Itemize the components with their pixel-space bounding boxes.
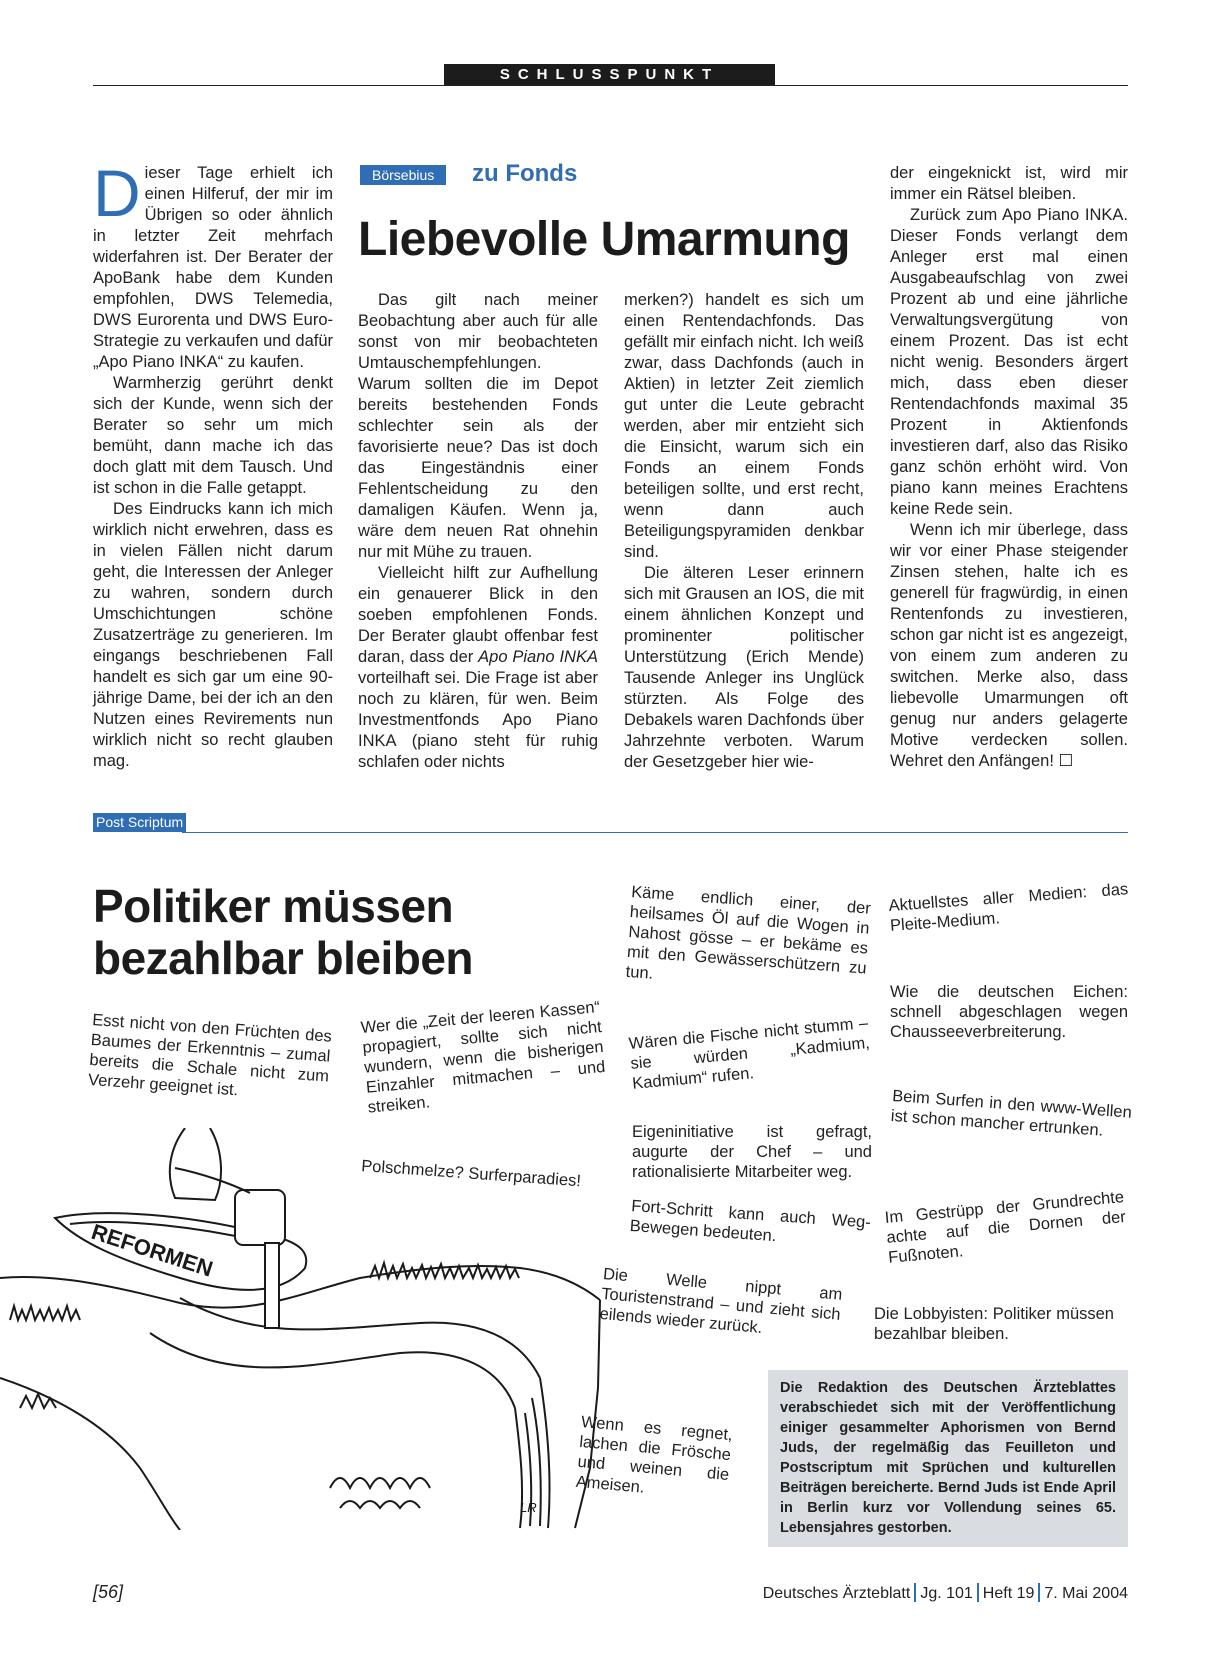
artist-signature: LR xyxy=(520,1500,537,1515)
boat-label: REFORMEN xyxy=(88,1218,216,1282)
article-paragraph: ieser Tage erhielt ich einen Hilferuf, der mir im Übrigen so oder ähnlich in letzter Zeit mehrfach widerfahren ist. Der Berater der ApoBank habe dem Kunden empfohlen, DWS Telemedia, DWS Eurorenta und DWS Euro-Strategie zu verkaufen und dafür „Apo Piano INKA“ zu kaufen. xyxy=(93,164,333,371)
article-kicker: zu Fonds xyxy=(472,160,578,187)
article-column-1 xyxy=(93,156,333,772)
journal-name: Deutsches Ärzteblatt xyxy=(762,1585,911,1602)
footer-separator xyxy=(914,1583,916,1602)
footer-separator xyxy=(1038,1583,1040,1602)
aphorism: Eigeninitiative ist gefragt, augurte der Chef – und rationalisierte Mitarbeiter weg. xyxy=(632,1123,872,1181)
aphorism: Wie die deutschen Eichen: schnell abgeschlagen wegen Chausseeverbreiterung. xyxy=(890,983,1128,1041)
aphorism: Beim Surfen in den www-Wellen ist schon mancher ertrunken. xyxy=(890,1086,1133,1140)
aphorism: Esst nicht von den Früchten des Baumes der Erkenntnis – zumal bereits die Schale nicht zum Verzehr geeignet ist. xyxy=(87,1010,333,1100)
article-paragraph: Das gilt nach meiner Beobachtung aber auch für alle sonst von mir beobachteten Umtauschempfehlungen. Warum sollten die im Depot bereits bestehenden Fonds schlechter sein als der favorisierte neue? Das ist doch das Eingeständnis einer Fehlentscheidung zu den damaligen Käufen. Wenn ja, wäre dem neuen Rat ohnehin nur mit Mühe zu trauen. xyxy=(358,291,598,561)
aphorism: Fort-Schritt kann auch Weg-Bewegen bedeuten. xyxy=(629,1196,872,1246)
journal-issue: Heft 19 xyxy=(982,1585,1035,1602)
section-header: SCHLUSSPUNKT xyxy=(444,64,775,85)
article-paragraph: Wenn ich mir überlege, dass wir vor einer Phase steigender Zinsen stehen, halte ich es generell für fragwürdig, in einen Rentenfonds zu investieren, schon gar nicht ist es angezeigt, von einem zum anderen zu switchen. Merke also, dass liebevolle Umarmungen oft genug nur anders gelagerte Motive verdecken sollen. Wehret den Anfängen! ☐ xyxy=(890,521,1128,770)
journal-volume: Jg. 101 xyxy=(920,1585,973,1602)
aphorism: Käme endlich einer, der heilsames Öl auf die Wogen in Nahost gösse – er bekäme es mit den Gewässerschützern zu tun. xyxy=(625,882,872,983)
aphorism: Die Welle nippt am Touristenstrand – und zieht sich eilends wieder zurück. xyxy=(598,1264,843,1338)
header-rule xyxy=(93,85,1128,86)
aphorism: Wer die „Zeit der leeren Kassen“ propagiert, sollte sich nicht wundern, wenn die bisherigen Einzahler mitmachen – und streiken. xyxy=(360,998,606,1117)
footer-separator xyxy=(977,1583,979,1602)
aphorism: Wären die Fische nicht stumm – sie würden „Kadmium, Kadmium“ rufen. xyxy=(628,1014,871,1093)
article-paragraph: merken?) handelt es sich um einen Rentendachfonds. Das gefällt mir einfach nicht. Ich weiß zwar, dass Dachfonds (auch in Aktien) in letzter Zeit ziemlich gut unter die Leute gebracht werden, aber mir entzieht sich die Einsicht, warum sich ein Fonds an einem Fonds beteiligen sollte, und erst recht, wenn dann auch Beteiligungspyramiden denkbar sind. xyxy=(624,291,864,561)
aphorism: Die Lobbyisten: Politiker müssen bezahlbar bleiben. xyxy=(874,1305,1114,1343)
aphorism: Im Gestrüpp der Grundrechte achte auf die Dornen der Fußnoten. xyxy=(884,1188,1127,1267)
postscript-tag: Post Scriptum xyxy=(93,813,186,832)
article-column-3 xyxy=(624,290,864,773)
article-title: Liebevolle Umarmung xyxy=(358,213,850,266)
column-tag-boersebius: Börsebius xyxy=(360,165,446,185)
obituary-infobox: Die Redaktion des Deutschen Ärzteblattes verabschiedet sich mit der Veröffentlichung einiger gesammelter Aphorismen von Bernd Juds, der regelmäßig das Feuilleton und Postscriptum mit Sprüchen und kulturellen Beiträgen bereicherte. Bernd Juds ist Ende April in Berlin kurz vor Vollendung seines 65. Lebensjahres gestorben. xyxy=(768,1370,1128,1547)
article-paragraph: Warmherzig gerührt denkt sich der Kunde, wenn sich der Berater so sehr um mich bemüht, dann mache ich das doch glatt mit dem Tausch. Und ist schon in die Falle getappt. xyxy=(93,374,333,497)
article-paragraph: Zurück zum Apo Piano INKA. Dieser Fonds verlangt dem Anleger erst mal einen Ausgabeaufschlag von zwei Prozent ab und eine jährliche Verwaltungsvergütung von einem Prozent. Das ist echt nicht wenig. Besonders ärgert mich, dass eben dieser Rentendachfonds maximal 35 Prozent in Aktienfonds investieren darf, also das Risiko ganz schön erhöht wird. Von piano kann meines Erachtens keine Rede sein. xyxy=(890,206,1128,518)
page-number: [56] xyxy=(93,1582,124,1602)
drop-cap: D xyxy=(93,156,141,230)
postscript-rule xyxy=(182,832,1128,833)
postscript-title: Politiker müssen bezahlbar bleiben xyxy=(93,880,474,984)
aphorism: Aktuellstes aller Medien: das Pleite-Medium. xyxy=(888,880,1129,935)
reform-boat-cartoon xyxy=(0,1128,610,1530)
article-column-4 xyxy=(890,163,1128,772)
aphorism: Polschmelze? Surferparadies! xyxy=(360,1156,582,1191)
journal-date: 7. Mai 2004 xyxy=(1044,1585,1128,1602)
journal-footer xyxy=(763,1583,1128,1603)
article-paragraph: der eingeknickt ist, wird mir immer ein Rätsel bleiben. xyxy=(890,164,1128,203)
article-paragraph: Vielleicht hilft zur Aufhellung ein genauerer Blick in den soeben empfohlenen Fonds. Der Berater glaubt offenbar fest daran, dass der Apo Piano INKA vorteilhaft sei. Die Frage ist aber noch zu klären, für wen. Beim Investmentfonds Apo Piano INKA (piano steht für ruhig schlafen oder nichts xyxy=(358,564,598,771)
aphorism: Wenn es regnet, lachen die Frösche und weinen die Ameisen. xyxy=(575,1412,734,1497)
article-column-2 xyxy=(358,290,598,773)
article-paragraph: Die älteren Leser erinnern sich mit Grausen an IOS, die mit einem ähnlichen Konzept und prominenter politischer Unterstützung (Erich Mende) Tausende Anleger ins Unglück stürzten. Als Folge des Debakels waren Dachfonds über Jahrzehnte verboten. Warum der Gesetzgeber hier wie- xyxy=(624,564,864,771)
article-paragraph: Des Eindrucks kann ich mich wirklich nicht erwehren, dass es in vielen Fällen nicht darum geht, die Interessen der Anleger zu wahren, sondern durch Umschichtungen schöne Zusatzerträge zu generieren. Im eingangs beschriebenen Fall handelt es sich gar um eine 90-jährige Dame, bei der ich an den Nutzen eines Revirements nun wirklich nicht so recht glauben mag. xyxy=(93,500,333,770)
